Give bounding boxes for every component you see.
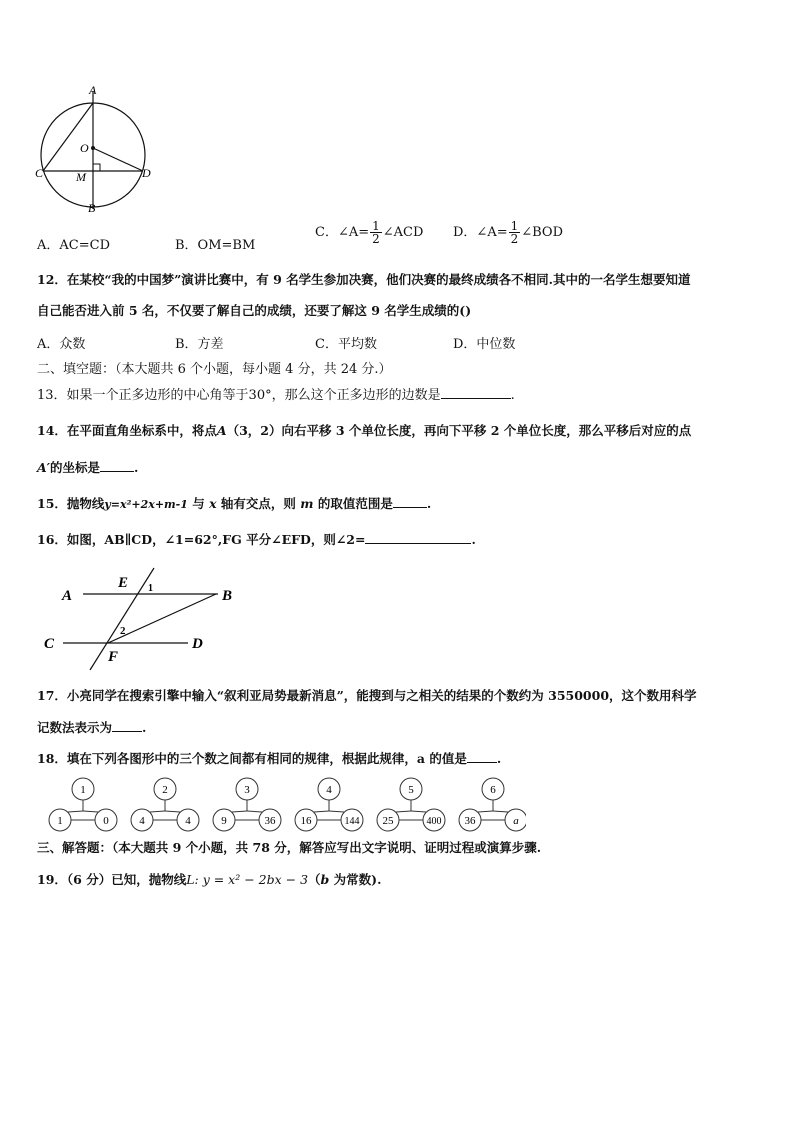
label-angle-1: 1: [148, 583, 153, 594]
q15-end: .: [426, 496, 432, 511]
q14-point-prime: A′: [37, 460, 50, 475]
triangle-top-number: 4: [326, 784, 332, 796]
triangle-right-number: 400: [426, 816, 442, 827]
triangle-left-number: 4: [139, 815, 145, 827]
q19-open: （: [308, 872, 321, 887]
number-triangle: [131, 778, 199, 831]
answer-blank: [467, 751, 497, 763]
triangle-left-number: 25: [382, 815, 394, 827]
q13-pre: 13．如果一个正多边形的中心角等于: [37, 388, 249, 403]
label-d: D: [142, 166, 151, 180]
triangle-top-number: 5: [408, 784, 414, 796]
q15-pre: 15．抛物线: [37, 496, 105, 511]
triangles-svg: [38, 776, 526, 832]
section-heading-solve: 三、解答题：（本大题共 9 个小题，共 78 分，解答应写出文字说明、证明过程或演算步骤.: [37, 840, 542, 855]
triangle-right-number: 36: [264, 815, 276, 827]
q12-option-b: B．方差: [175, 337, 224, 352]
triangle-top-number: 3: [244, 784, 250, 796]
q15-m: m: [300, 496, 314, 511]
connector-line: [396, 811, 411, 812]
answer-blank: [100, 460, 134, 472]
label-f: F: [108, 649, 119, 665]
connector-line: [150, 811, 165, 812]
answer-blank: [441, 387, 511, 399]
q14-point: A: [216, 423, 227, 438]
q13-angle: 30°: [248, 388, 272, 403]
q14-line2-text: 的坐标是: [50, 460, 101, 475]
connector-line: [165, 811, 180, 812]
q14-pre: 14．在平面直角坐标系中，将点: [37, 423, 217, 438]
q11-d-prefix: D．∠A=: [453, 225, 508, 240]
connector-line: [411, 811, 426, 812]
fraction-denominator: 2: [510, 232, 519, 246]
triangle-right-number: 4: [185, 815, 191, 827]
label-c: C: [35, 166, 44, 180]
fraction: [509, 220, 521, 245]
parallel-lines-figure: [38, 560, 248, 675]
q15: [37, 494, 431, 512]
triangle-right-number: 0: [103, 815, 109, 827]
q15-mid2: 轴有交点，则: [216, 496, 301, 511]
q11-d-suffix: ∠BOD: [521, 225, 564, 240]
q14-line1: [37, 421, 691, 439]
connector-line: [247, 811, 262, 812]
q12-line1: 12．在某校“我的中国梦”演讲比赛中，有 9 名学生参加决赛，他们决赛的最终成绩各不相同.其中的一名学生想要知道: [37, 272, 691, 287]
triangle-right-number: 144: [344, 816, 360, 827]
label-angle-2: 2: [120, 625, 126, 637]
number-triangle: [459, 778, 526, 831]
connector-line: [329, 811, 344, 812]
q19: [37, 870, 381, 888]
q12-line2: 自己能否进入前 5 名，不仅要了解自己的成绩，还要了解这 9 名学生成绩的(): [37, 303, 472, 318]
q14-line2: [37, 458, 138, 476]
connector-line: [478, 811, 493, 812]
label-m: M: [76, 170, 86, 184]
fraction: [370, 220, 382, 245]
q14-end: .: [134, 460, 139, 475]
answer-blank: [365, 532, 471, 544]
q11-c-prefix: C．∠A=: [315, 225, 370, 240]
q13-end: .: [510, 388, 515, 403]
number-triangle: [377, 778, 445, 831]
q17-line2-text: 记数法表示为: [37, 720, 113, 735]
q18-end: .: [496, 751, 502, 766]
connector-line: [314, 811, 329, 812]
q19-pre: 19．（6 分）已知，抛物线: [37, 872, 187, 887]
q13-post: ，那么这个正多边形的边数是: [271, 388, 441, 403]
q16-end: .: [471, 532, 476, 547]
number-triangles-figure: [38, 776, 526, 832]
label-b: B: [222, 588, 233, 604]
triangle-left-number: 16: [300, 815, 312, 827]
q11-option-d: [453, 220, 563, 245]
circle-figure: [30, 80, 160, 220]
triangle-top-number: 2: [162, 784, 168, 796]
q15-post: 的取值范围是: [313, 496, 393, 511]
number-triangle: [295, 778, 363, 831]
triangle-top-number: 6: [490, 784, 496, 796]
q16-text: 16．如图，AB∥CD，∠1=62°,FG 平分∠EFD，则∠2=: [37, 532, 366, 547]
section-heading-fill-in: 二、填空题：（本大题共 6 个小题，每小题 4 分，共 24 分.）: [37, 362, 392, 377]
q12-option-c: C．平均数: [315, 337, 377, 352]
q11-option-c: [315, 220, 423, 245]
number-triangle: [213, 778, 281, 831]
q14-coords: （3，2）向右平移 3 个单位长度，再向下平移 2 个单位长度，那么平移后对应的点: [226, 423, 692, 438]
triangle-left-number: 1: [57, 815, 63, 827]
label-a: A: [89, 83, 97, 97]
q11-option-a: A．AC=CD: [37, 238, 110, 253]
q15-x: x: [209, 496, 217, 511]
q18-text: 18．填在下列各图形中的三个数之间都有相同的规律，根据此规律，a 的值是: [37, 751, 467, 766]
number-triangle: [49, 778, 117, 831]
label-a: A: [62, 588, 73, 604]
connector-line: [232, 811, 247, 812]
q18: [37, 749, 501, 767]
triangle-left-number: 36: [464, 815, 476, 827]
q15-equation: y=x²+2x+m-1: [104, 498, 188, 511]
q13: [37, 384, 515, 403]
q19-post: 为常数).: [329, 872, 382, 887]
answer-blank: [112, 720, 142, 732]
triangle-top-number: 1: [80, 784, 86, 796]
label-e: E: [118, 575, 129, 591]
q12-option-a: A．众数: [37, 337, 86, 352]
label-o: O: [80, 141, 89, 155]
q11-option-b: B．OM=BM: [175, 238, 256, 253]
q17-line1: 17．小亮同学在搜索引擎中输入“叙利亚局势最新消息”，能搜到与之相关的结果的个数约为 3550000，这个数用科学: [37, 688, 697, 703]
label-d: D: [192, 636, 203, 652]
answer-blank: [393, 496, 427, 508]
label-b: B: [88, 201, 96, 215]
fraction-numerator: 1: [372, 219, 380, 233]
q17-end: .: [142, 720, 147, 735]
label-c: C: [44, 636, 55, 652]
triangle-left-number: 9: [221, 815, 227, 827]
q11-c-suffix: ∠ACD: [382, 225, 424, 240]
connector-line: [493, 811, 508, 812]
fraction-numerator: 1: [510, 219, 519, 233]
q17-line2: [37, 718, 146, 736]
q16: [37, 530, 476, 548]
triangle-right-number: a: [513, 815, 519, 827]
q15-mid: 与: [187, 496, 210, 511]
connector-line: [68, 811, 83, 812]
q19-equation: L: y = x² − 2bx − 3: [186, 872, 309, 887]
q12-option-d: D．中位数: [453, 337, 516, 352]
q19-b: b: [320, 872, 330, 887]
fraction-denominator: 2: [372, 232, 380, 246]
connector-line: [83, 811, 98, 812]
